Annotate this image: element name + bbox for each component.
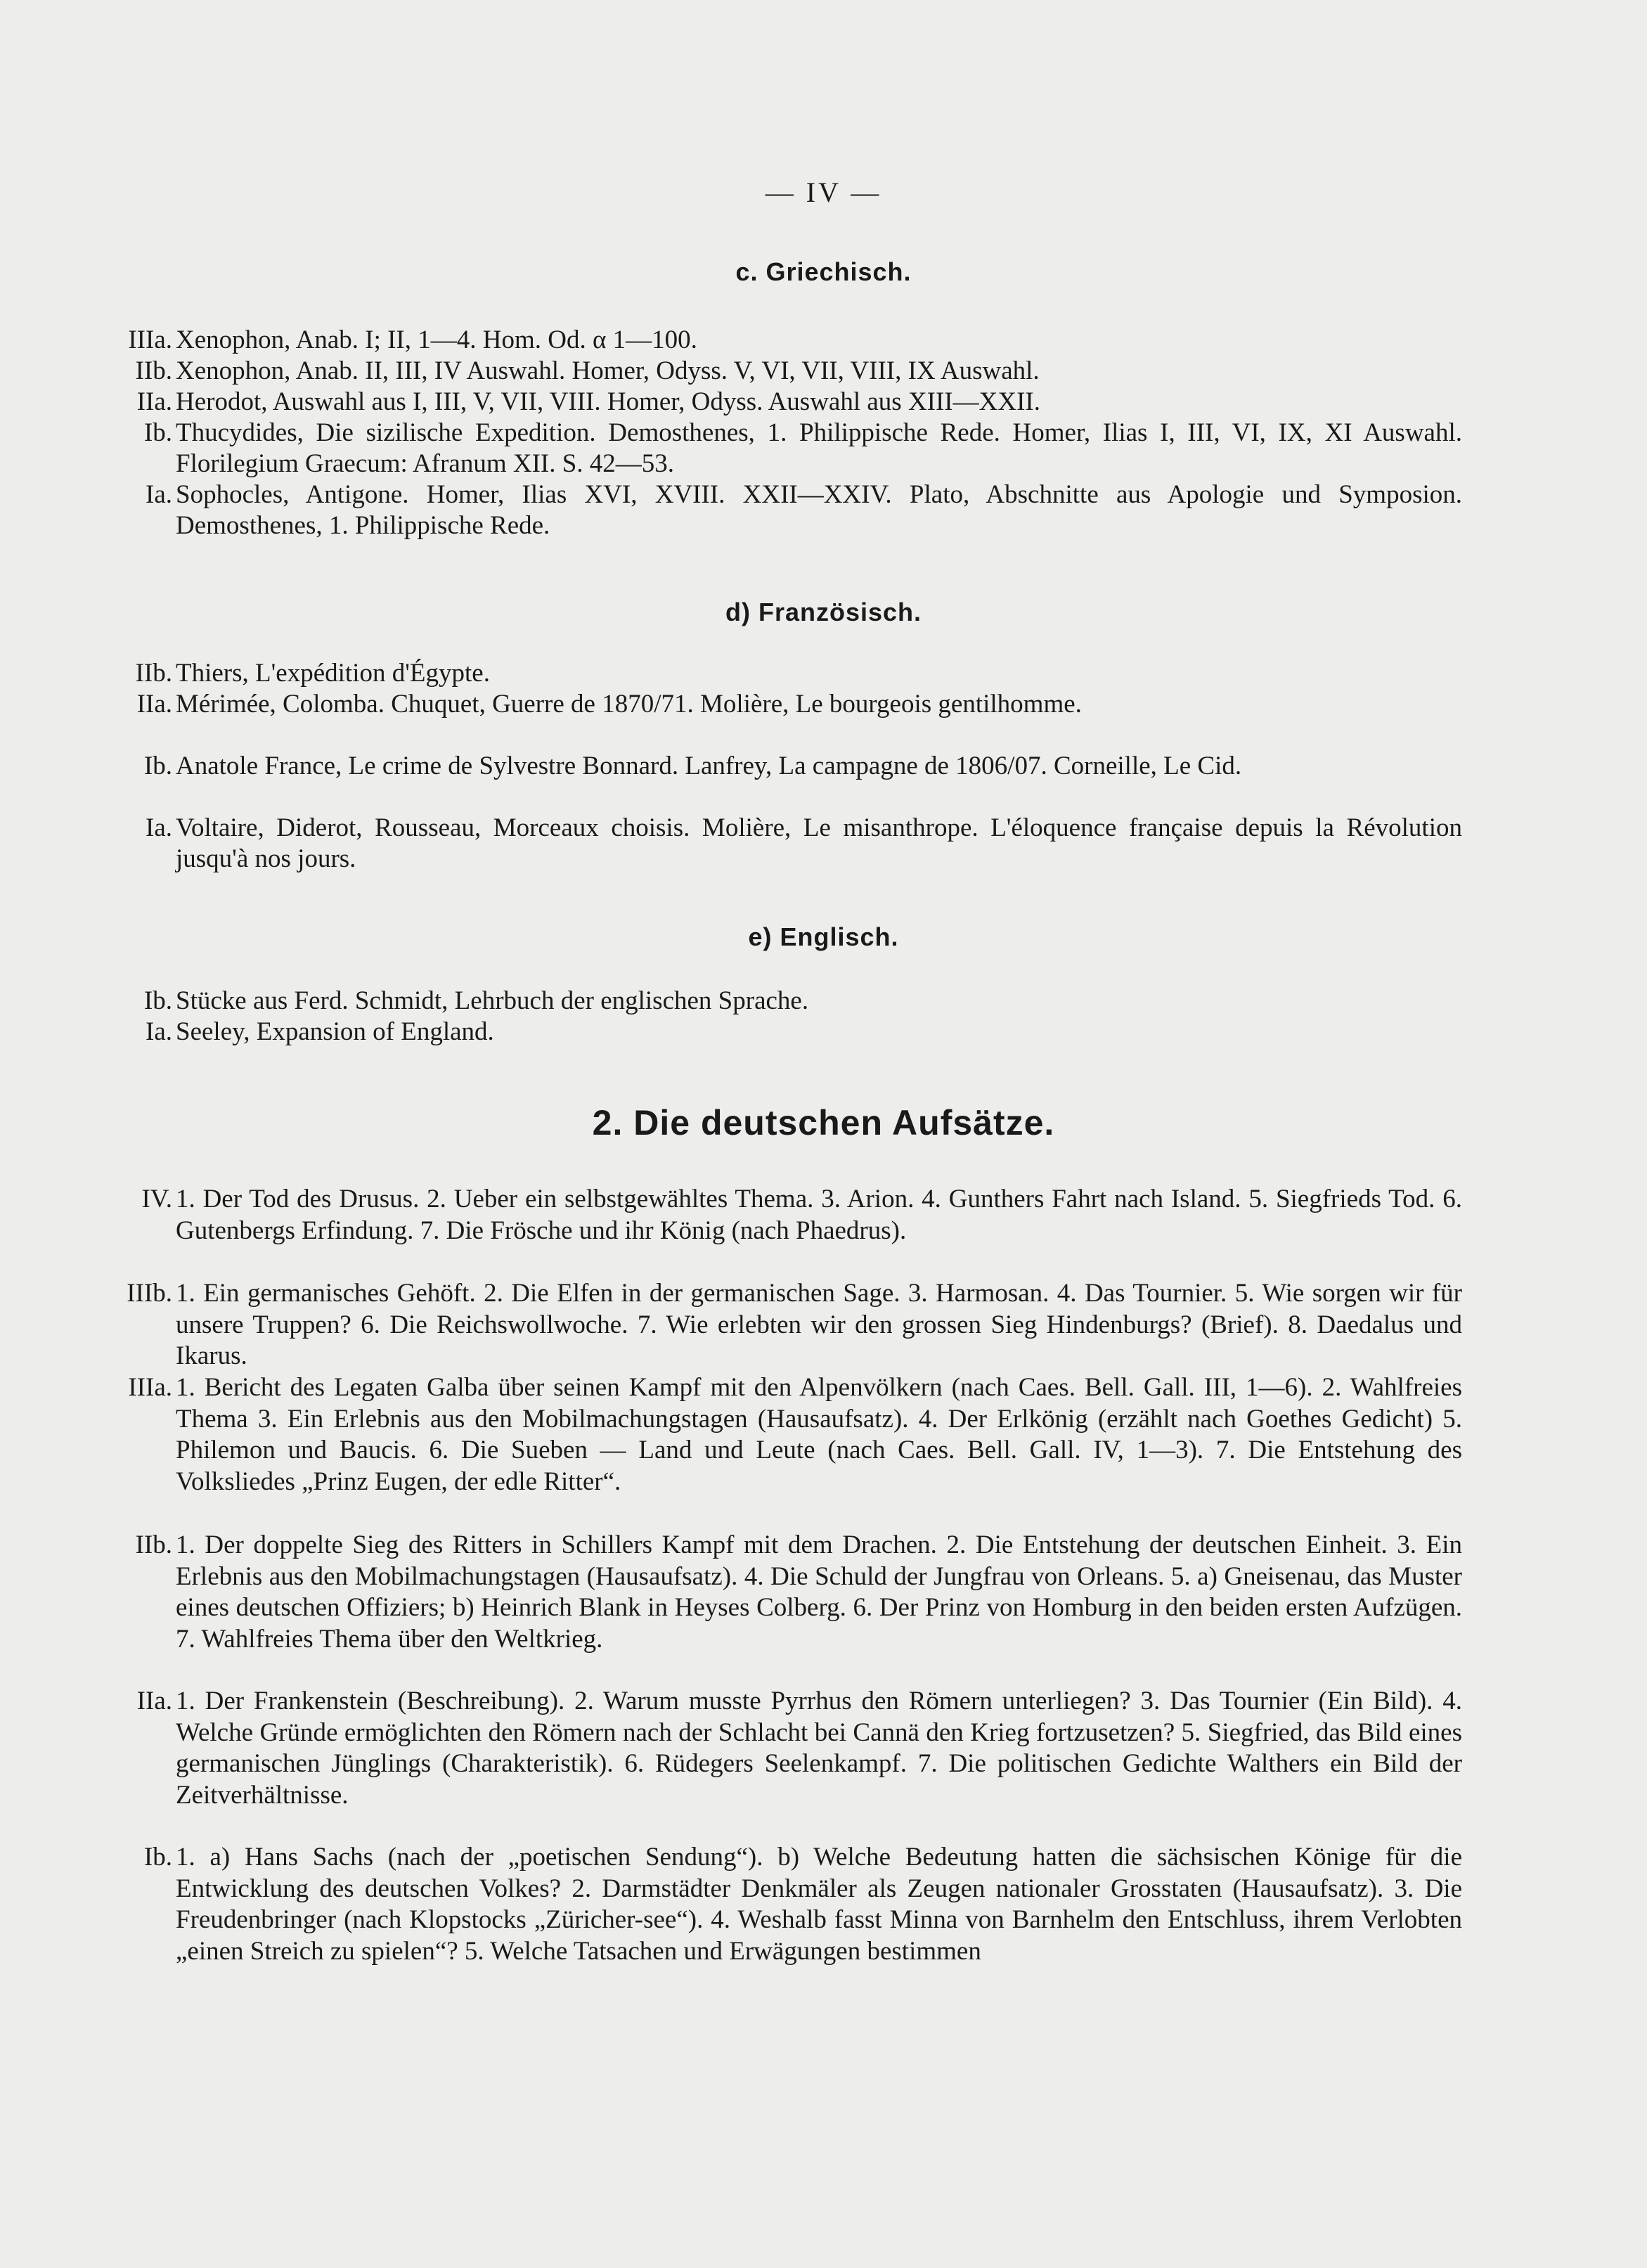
entry-aufsaetze-Ib <box>143 1842 1462 1967</box>
entry-text: Herodot, Auswahl aus I, III, V, VII, VIII. Homer, Odyss. Auswahl aus XIII—XXII. <box>176 387 1040 416</box>
class-label: IIb. <box>135 356 172 385</box>
entry-griechisch-Ib <box>143 418 1462 479</box>
entry-text: Xenophon, Anab. II, III, IV Auswahl. Homer, Odyss. V, VI, VII, VIII, IX Auswahl. <box>176 356 1040 385</box>
entry-aufsaetze-IIIb <box>127 1278 1462 1372</box>
entry-aufsaetze-IIb <box>135 1530 1462 1655</box>
entry-griechisch-Ia <box>146 479 1462 541</box>
class-label: IIIa. <box>128 326 172 354</box>
entry-franzoesisch-Ia <box>146 813 1462 875</box>
class-label: IIIa. <box>128 1373 172 1402</box>
class-label: Ia. <box>146 1017 172 1046</box>
entry-text: 1. Der doppelte Sieg des Ritters in Schillers Kampf mit dem Drachen. 2. Die Entstehung der deutschen Einheit. 3. Ein Erlebnis aus den Mobilmachungstagen (Hausaufsatz). 4. Die Schuld der Jungfrau von Orleans. 5. a) Gneisenau, das Muster eines deutschen Offiziers; b) Heinrich Blank in Heyses Colberg. 6. Der Prinz von Homburg in den beiden ersten Aufzügen. 7. Wahlfreies Thema über den Weltkrieg. <box>176 1531 1462 1654</box>
entry-text: Thiers, L'expédition d'Égypte. <box>176 659 490 688</box>
entry-englisch-Ia <box>146 1017 1462 1048</box>
entry-text: Mérimée, Colomba. Chuquet, Guerre de 1870/71. Molière, Le bourgeois gentilhomme. <box>176 690 1082 719</box>
class-label: Ia. <box>146 813 172 842</box>
entry-text: 1. Bericht des Legaten Galba über seinen Kampf mit den Alpenvölkern (nach Caes. Bell. Gall. III, 1—6). 2. Wahlfreies Thema 3. Ein Erlebnis aus den Mobilmachungstagen (Hausaufsatz). 4. Der Erlkönig (erzählt nach Goethes Gedicht) 5. Philemon und Baucis. 6. Die Sueben — Land und Leute (nach Caes. Bell. Gall. IV, 1—3). 7. Die Entstehung des Volksliedes „Prinz Eugen, der edle Ritter“. <box>176 1373 1462 1496</box>
heading-aufsaetze: 2. Die deutschen Aufsätze. <box>592 1103 1055 1142</box>
entry-text: Voltaire, Diderot, Rousseau, Morceaux choisis. Molière, Le misanthrope. L'éloquence française depuis la Révolution jusqu'à nos jours. <box>176 813 1462 873</box>
entry-text: Xenophon, Anab. I; II, 1—4. Hom. Od. α 1—100. <box>176 326 697 354</box>
entry-franzoesisch-IIa <box>136 689 1462 720</box>
class-label: IIa. <box>136 387 172 416</box>
class-label: IIb. <box>135 1531 172 1559</box>
class-label: Ia. <box>146 480 172 509</box>
class-label: IIa. <box>136 1687 172 1715</box>
class-label: Ib. <box>143 752 172 780</box>
class-label: Ib. <box>143 986 172 1015</box>
entry-text: Sophocles, Antigone. Homer, Ilias XVI, XVIII. XXII—XXIV. Plato, Abschnitte aus Apologie und Symposion. Demosthenes, 1. Philippische Rede. <box>176 480 1462 540</box>
entry-text: Thucydides, Die sizilische Expedition. Demosthenes, 1. Philippische Rede. Homer, Ilias I, III, VI, IX, XI Auswahl. Florilegium Graecum: Afranum XII. S. 42—53. <box>176 418 1462 478</box>
entry-text: 1. Der Tod des Drusus. 2. Ueber ein selbstgewähltes Thema. 3. Arion. 4. Gunthers Fahrt nach Island. 5. Siegfrieds Tod. 6. Gutenbergs Erfindung. 7. Die Frösche und ihr König (nach Phaedrus). <box>176 1185 1462 1245</box>
entry-text: Seeley, Expansion of England. <box>176 1017 494 1046</box>
class-label: IIb. <box>135 659 172 688</box>
class-label: IIa. <box>136 690 172 719</box>
entry-franzoesisch-IIb <box>135 658 1462 689</box>
entry-aufsaetze-IIIa <box>128 1372 1462 1497</box>
entry-text: Anatole France, Le crime de Sylvestre Bonnard. Lanfrey, La campagne de 1806/07. Corneille, Le Cid. <box>176 752 1242 780</box>
class-label: Ib. <box>143 418 172 447</box>
heading-griechisch: c. Griechisch. <box>735 257 912 286</box>
class-label: IV. <box>141 1185 172 1213</box>
entry-text: 1. Der Frankenstein (Beschreibung). 2. Warum musste Pyrrhus den Römern unterliegen? 3. Das Tournier (Ein Bild). 4. Welche Gründe ermöglichten den Römern nach der Schlacht bei Cannä den Krieg fortzusetzen? 5. Siegfried, das Bild eines germanischen Jünglings (Charakteristik). 6. Rüdegers Seelenkampf. 7. Die politischen Gedichte Walthers ein Bild der Zeitverhältnisse. <box>176 1687 1462 1810</box>
entry-englisch-Ib <box>143 986 1462 1017</box>
class-label: IIIb. <box>127 1279 172 1308</box>
entry-aufsaetze-IV <box>141 1184 1462 1246</box>
class-label: Ib. <box>143 1843 172 1871</box>
heading-franzoesisch: d) Französisch. <box>725 598 922 626</box>
entry-text: Stücke aus Ferd. Schmidt, Lehrbuch der englischen Sprache. <box>176 986 809 1015</box>
heading-englisch: e) Englisch. <box>748 922 899 951</box>
page-number: — IV — <box>765 176 882 208</box>
entry-text: 1. a) Hans Sachs (nach der „poetischen Sendung“). b) Welche Bedeutung hatten die sächsischen Könige für die Entwicklung des deutschen Volkes? 2. Darmstädter Denkmäler als Zeugen nationaler Grosstaten (Hausaufsatz). 3. Die Freudenbringer (nach Klopstocks „Züricher-see“). 4. Weshalb fasst Minna von Barnhelm den Entschluss, ihrem Verlobten „einen Streich zu spielen“? 5. Welche Tatsachen und Erwägungen bestimmen <box>176 1843 1462 1966</box>
entry-griechisch-IIIa <box>128 325 1462 356</box>
entry-griechisch-IIb <box>135 356 1462 387</box>
entry-aufsaetze-IIa <box>136 1686 1462 1811</box>
entry-text: 1. Ein germanisches Gehöft. 2. Die Elfen in der germanischen Sage. 3. Harmosan. 4. Das Tournier. 5. Wie sorgen wir für unsere Truppen? 6. Die Reichswollwoche. 7. Wie erlebten wir den grossen Sieg Hindenburgs? (Brief). 8. Daedalus und Ikarus. <box>176 1279 1462 1370</box>
entry-franzoesisch-Ib <box>143 751 1462 782</box>
entry-griechisch-IIa <box>136 387 1462 418</box>
